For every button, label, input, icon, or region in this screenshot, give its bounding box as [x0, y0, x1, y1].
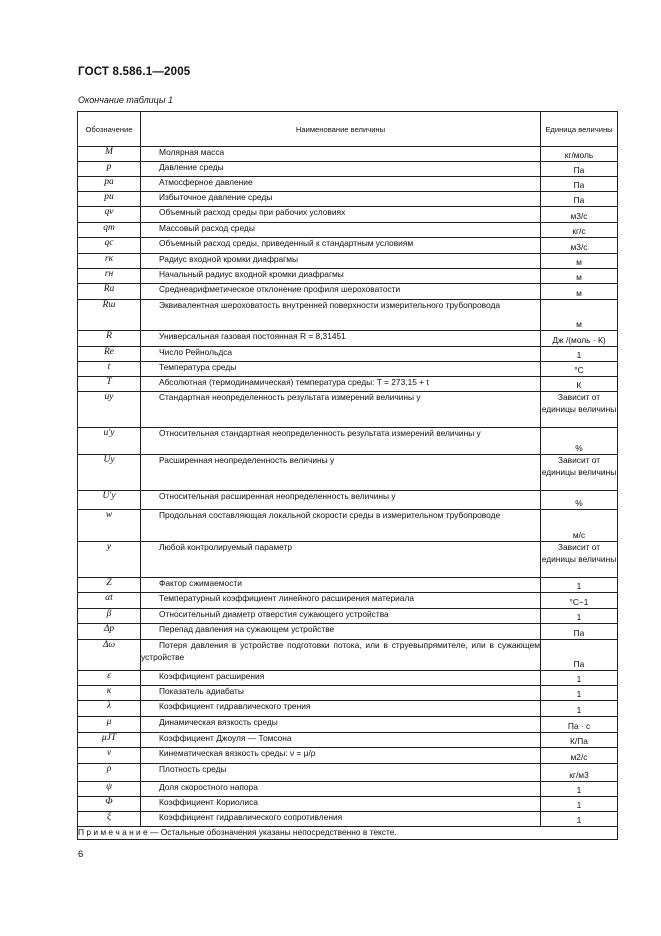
- row-name: [141, 701, 541, 717]
- row-symbol: p: [78, 162, 141, 177]
- row-unit: Па: [541, 192, 618, 207]
- row-name: [141, 578, 541, 593]
- row-unit: м/с: [541, 510, 618, 542]
- row-name-text: Коэффициент Кориолиса: [159, 797, 258, 807]
- row-name-text: Кинематическая вязкость среды: ν = μ/ρ: [159, 748, 316, 758]
- row-name-text: Температурный коэффициент линейного расширения материала: [159, 593, 414, 603]
- row-name: [141, 491, 541, 510]
- row-unit: Зависит от единицы величины: [541, 455, 618, 491]
- table-row: [78, 717, 618, 733]
- row-symbol: R: [78, 331, 141, 347]
- row-symbol: Φ: [78, 797, 141, 812]
- row-name: [141, 428, 541, 455]
- row-unit: 1: [541, 609, 618, 624]
- row-name: [141, 269, 541, 284]
- table-row: [78, 392, 618, 428]
- table-row: [78, 624, 618, 640]
- table-note: П р и м е ч а н и е — Остальные обозначения указаны непосредственно в тексте.: [78, 827, 618, 840]
- row-unit: Па: [541, 177, 618, 192]
- table-row: [78, 733, 618, 748]
- row-unit: кг/моль: [541, 147, 618, 162]
- row-name-text: Температура среды: [159, 362, 237, 372]
- row-unit: м: [541, 300, 618, 331]
- row-unit: кг/с: [541, 223, 618, 238]
- row-symbol: uy: [78, 392, 141, 428]
- row-symbol: y: [78, 542, 141, 578]
- row-unit: Зависит от единицы величины: [541, 392, 618, 428]
- row-unit: %: [541, 491, 618, 510]
- table-row: [78, 455, 618, 491]
- table-row: [78, 428, 618, 455]
- row-symbol: ψ: [78, 782, 141, 797]
- row-symbol: ν: [78, 748, 141, 764]
- row-unit: Па: [541, 162, 618, 177]
- row-name-text: Динамическая вязкость среды: [159, 717, 278, 727]
- row-name-text: Атмосферное давление: [159, 177, 253, 187]
- row-name-text: Начальный радиус входной кромки диафрагмы: [159, 269, 344, 279]
- row-symbol: qm: [78, 223, 141, 238]
- row-name-text: Продольная составляющая локальной скорости среды в измерительном трубопроводе: [159, 510, 501, 520]
- row-symbol: β: [78, 609, 141, 624]
- table-row: [78, 377, 618, 392]
- table-row: [78, 593, 618, 609]
- row-unit: Па: [541, 624, 618, 640]
- row-name-text: Стандартная неопределенность результата измерений величины y: [159, 392, 421, 402]
- row-symbol: T: [78, 377, 141, 392]
- table-row: [78, 207, 618, 223]
- row-name: [141, 797, 541, 812]
- row-name-text: Фактор сжимаемости: [159, 578, 242, 588]
- row-symbol: qv: [78, 207, 141, 223]
- row-symbol: κ: [78, 686, 141, 701]
- row-symbol: Δp: [78, 624, 141, 640]
- row-symbol: M: [78, 147, 141, 162]
- row-name: [141, 733, 541, 748]
- table-row: [78, 609, 618, 624]
- row-symbol: ξ: [78, 812, 141, 827]
- column-header-symbol: Обозначение: [78, 112, 141, 147]
- table-row: [78, 701, 618, 717]
- row-name: [141, 686, 541, 701]
- row-symbol: μ: [78, 717, 141, 733]
- table-row: [78, 782, 618, 797]
- row-symbol: αt: [78, 593, 141, 609]
- table-row: [78, 269, 618, 284]
- table-row: [78, 331, 618, 347]
- row-name-text: Давление среды: [159, 162, 224, 172]
- table-row: [78, 510, 618, 542]
- row-unit: %: [541, 428, 618, 455]
- row-symbol: rн: [78, 269, 141, 284]
- row-name-text: Избыточное давление среды: [159, 192, 273, 202]
- row-name-text: Плотность среды: [159, 764, 227, 774]
- table-row: [78, 177, 618, 192]
- table-row: [78, 748, 618, 764]
- table-header-row: [78, 112, 618, 147]
- row-symbol: ρ: [78, 764, 141, 782]
- row-name-text: Среднеарифметическое отклонение профиля шероховатости: [159, 284, 401, 294]
- row-unit: кг/м3: [541, 764, 618, 782]
- row-symbol: Rш: [78, 300, 141, 331]
- row-name: [141, 147, 541, 162]
- row-unit: м2/с: [541, 748, 618, 764]
- row-unit: °С: [541, 362, 618, 377]
- row-name: [141, 162, 541, 177]
- row-symbol: Uy: [78, 455, 141, 491]
- row-unit: м3/с: [541, 207, 618, 223]
- designations-table: [77, 111, 618, 840]
- row-name-text: Относительная расширенная неопределенность величины y: [159, 491, 396, 501]
- row-name: [141, 331, 541, 347]
- row-unit: 1: [541, 782, 618, 797]
- row-name: [141, 284, 541, 300]
- row-symbol: rк: [78, 254, 141, 269]
- table-row: [78, 223, 618, 238]
- table-row: [78, 300, 618, 331]
- row-unit: °С−1: [541, 593, 618, 609]
- row-name-text: Относительный диаметр отверстия сужающего устройства: [159, 609, 389, 619]
- row-symbol: pи: [78, 192, 141, 207]
- row-name: [141, 764, 541, 782]
- row-name: [141, 254, 541, 269]
- row-unit: м: [541, 284, 618, 300]
- row-unit: 1: [541, 578, 618, 593]
- row-name: [141, 455, 541, 491]
- row-name-text: Объемный расход среды, приведенный к стандартным условиям: [159, 238, 414, 248]
- table-row: [78, 671, 618, 686]
- row-name: [141, 812, 541, 827]
- row-name: [141, 177, 541, 192]
- table-row: [78, 147, 618, 162]
- table-row: [78, 362, 618, 377]
- row-symbol: λ: [78, 701, 141, 717]
- row-name: [141, 782, 541, 797]
- row-unit: м3/с: [541, 238, 618, 254]
- row-symbol: Δω: [78, 640, 141, 671]
- table-row: [78, 347, 618, 362]
- row-unit: К: [541, 377, 618, 392]
- table-note-row: [78, 827, 618, 840]
- row-name: [141, 347, 541, 362]
- row-unit: К/Па: [541, 733, 618, 748]
- table-row: [78, 764, 618, 782]
- row-name: [141, 593, 541, 609]
- row-name: [141, 542, 541, 578]
- row-symbol: u'y: [78, 428, 141, 455]
- row-name: [141, 671, 541, 686]
- row-unit: 1: [541, 671, 618, 686]
- row-unit: 1: [541, 797, 618, 812]
- row-symbol: qc: [78, 238, 141, 254]
- row-name: [141, 392, 541, 428]
- row-name: [141, 300, 541, 331]
- row-unit: Зависит от единицы величины: [541, 542, 618, 578]
- page-number: 6: [78, 849, 84, 860]
- row-name: [141, 609, 541, 624]
- table-row: [78, 254, 618, 269]
- row-name-text: Расширенная неопределенность величины y: [159, 455, 335, 465]
- row-name-text: Молярная масса: [159, 147, 225, 157]
- row-name-text: Доля скоростного напора: [159, 782, 258, 792]
- row-name-text: Перепад давления на сужающем устройстве: [159, 624, 335, 634]
- column-header-name: Наименование величины: [141, 112, 541, 147]
- table-row: [78, 640, 618, 671]
- row-unit: Дж /(моль · К): [541, 331, 618, 347]
- row-name-text: Показатель адиабаты: [159, 686, 244, 696]
- row-symbol: Ra: [78, 284, 141, 300]
- row-name-text: Относительная стандартная неопределенность результата измерений величины y: [159, 428, 481, 438]
- row-symbol: pa: [78, 177, 141, 192]
- row-symbol: μJT: [78, 733, 141, 748]
- row-name: [141, 748, 541, 764]
- row-name-text: Коэффициент гидравлического сопротивления: [159, 812, 343, 822]
- row-unit: м: [541, 269, 618, 284]
- row-symbol: t: [78, 362, 141, 377]
- table-row: [78, 578, 618, 593]
- row-name-text: Потеря давления в устройстве подготовки потока, или в струевыпрямителе, или в сужающем устройстве: [141, 640, 540, 662]
- row-name-text: Коэффициент Джоуля — Томсона: [159, 733, 292, 743]
- table-row: [78, 284, 618, 300]
- row-name-text: Любой контролируемый параметр: [159, 542, 293, 552]
- row-symbol: Re: [78, 347, 141, 362]
- table-row: [78, 542, 618, 578]
- row-name-text: Коэффициент гидравлического трения: [159, 701, 311, 711]
- row-name: [141, 223, 541, 238]
- row-unit: Па: [541, 640, 618, 671]
- row-unit: м: [541, 254, 618, 269]
- row-name: [141, 362, 541, 377]
- table-row: [78, 192, 618, 207]
- row-unit: 1: [541, 686, 618, 701]
- row-name-text: Абсолютная (термодинамическая) температура среды: T = 273,15 + t: [159, 377, 429, 387]
- table-row: [78, 812, 618, 827]
- row-name: [141, 510, 541, 542]
- row-symbol: Z: [78, 578, 141, 593]
- column-header-unit: Единица величины: [541, 112, 618, 147]
- table-row: [78, 491, 618, 510]
- row-unit: 1: [541, 701, 618, 717]
- table-row: [78, 686, 618, 701]
- row-name: [141, 377, 541, 392]
- row-name: [141, 624, 541, 640]
- row-name: [141, 640, 541, 671]
- row-name: [141, 238, 541, 254]
- row-name-text: Универсальная газовая постоянная R = 8,31451: [159, 331, 346, 341]
- row-name-text: Радиус входной кромки диафрагмы: [159, 254, 298, 264]
- row-symbol: w: [78, 510, 141, 542]
- table-row: [78, 797, 618, 812]
- row-unit: 1: [541, 347, 618, 362]
- row-unit: Па · с: [541, 717, 618, 733]
- table-caption: Окончание таблицы 1: [78, 95, 173, 105]
- row-name-text: Массовый расход среды: [159, 223, 255, 233]
- row-symbol: ε: [78, 671, 141, 686]
- row-name-text: Эквивалентная шероховатость внутренней поверхности измерительного трубопровода: [159, 300, 500, 310]
- row-symbol: U'y: [78, 491, 141, 510]
- table-row: [78, 162, 618, 177]
- row-name: [141, 717, 541, 733]
- row-name-text: Коэффициент расширения: [159, 671, 265, 681]
- row-name: [141, 207, 541, 223]
- row-name-text: Объемный расход среды при рабочих условиях: [159, 207, 346, 217]
- row-unit: 1: [541, 812, 618, 827]
- table-row: [78, 238, 618, 254]
- row-name-text: Число Рейнольдса: [159, 347, 233, 357]
- row-name: [141, 192, 541, 207]
- document-header: ГОСТ 8.586.1—2005: [78, 66, 191, 78]
